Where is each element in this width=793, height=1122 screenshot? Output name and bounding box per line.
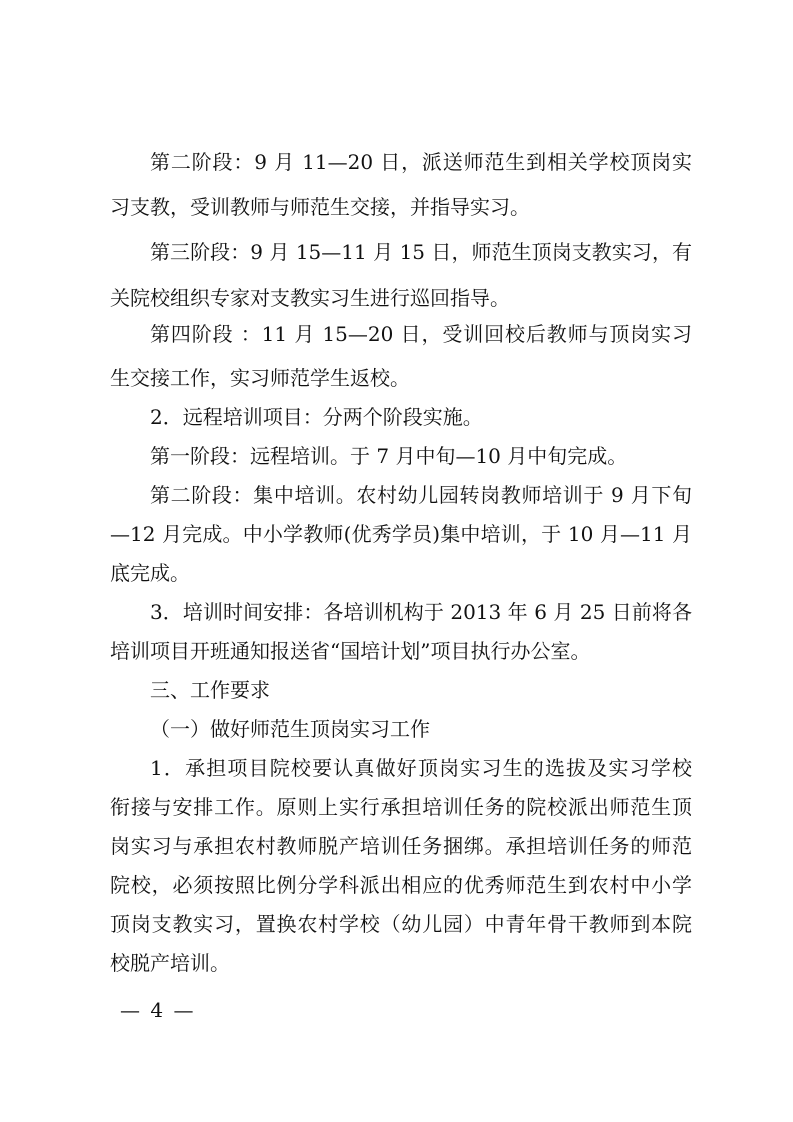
paragraph-line: 生交接工作，实习师范学生返校。 [110, 366, 410, 390]
paragraph-line: 3．培训时间安排：各培训机构于 2013 年 6 月 25 日前将各 [150, 600, 692, 624]
paragraph-line: 衔接与安排工作。原则上实行承担培训任务的院校派出师范生顶 [110, 795, 692, 819]
paragraph-line: 2．远程培训项目：分两个阶段实施。 [150, 405, 483, 429]
section-heading: 三、工作要求 [150, 678, 270, 702]
paragraph-line: 第三阶段：9 月 15—11 月 15 日，师范生顶岗支教实习，有 [150, 240, 692, 264]
paragraph-line: —12 月完成。中小学教师(优秀学员)集中培训，于 10 月—11 月 [110, 522, 692, 546]
paragraph-line: 第四阶段 ：11 月 15—20 日，受训回校后教师与顶岗实习 [150, 322, 692, 346]
paragraph-line: 培训项目开班通知报送省“国培计划”项目执行办公室。 [110, 639, 591, 663]
paragraph-line: 习支教，受训教师与师范生交接，并指导实习。 [110, 195, 530, 219]
page-number: — 4 — [120, 998, 196, 1022]
paragraph-line: 院校，必须按照比例分学科派出相应的优秀师范生到农村中小学 [110, 873, 692, 897]
paragraph-line: 第二阶段：集中培训。农村幼儿园转岗教师培训于 9 月下旬 [150, 483, 692, 507]
paragraph-line: 1．承担项目院校要认真做好顶岗实习生的选拔及实习学校 [150, 756, 692, 780]
paragraph-line: 底完成。 [110, 561, 190, 585]
paragraph-line: 顶岗支教实习，置换农村学校（幼儿园）中青年骨干教师到本院 [110, 912, 692, 936]
paragraph-line: 校脱产培训。 [110, 951, 230, 975]
subsection-heading: （一）做好师范生顶岗实习工作 [150, 717, 430, 741]
paragraph-line: 第二阶段：9 月 11—20 日，派送师范生到相关学校顶岗实 [150, 150, 692, 174]
paragraph-line: 第一阶段：远程培训。于 7 月中旬—10 月中旬完成。 [150, 444, 628, 468]
paragraph-line: 关院校组织专家对支教实习生进行巡回指导。 [110, 286, 510, 310]
paragraph-line: 岗实习与承担农村教师脱产培训任务捆绑。承担培训任务的师范 [110, 834, 692, 858]
